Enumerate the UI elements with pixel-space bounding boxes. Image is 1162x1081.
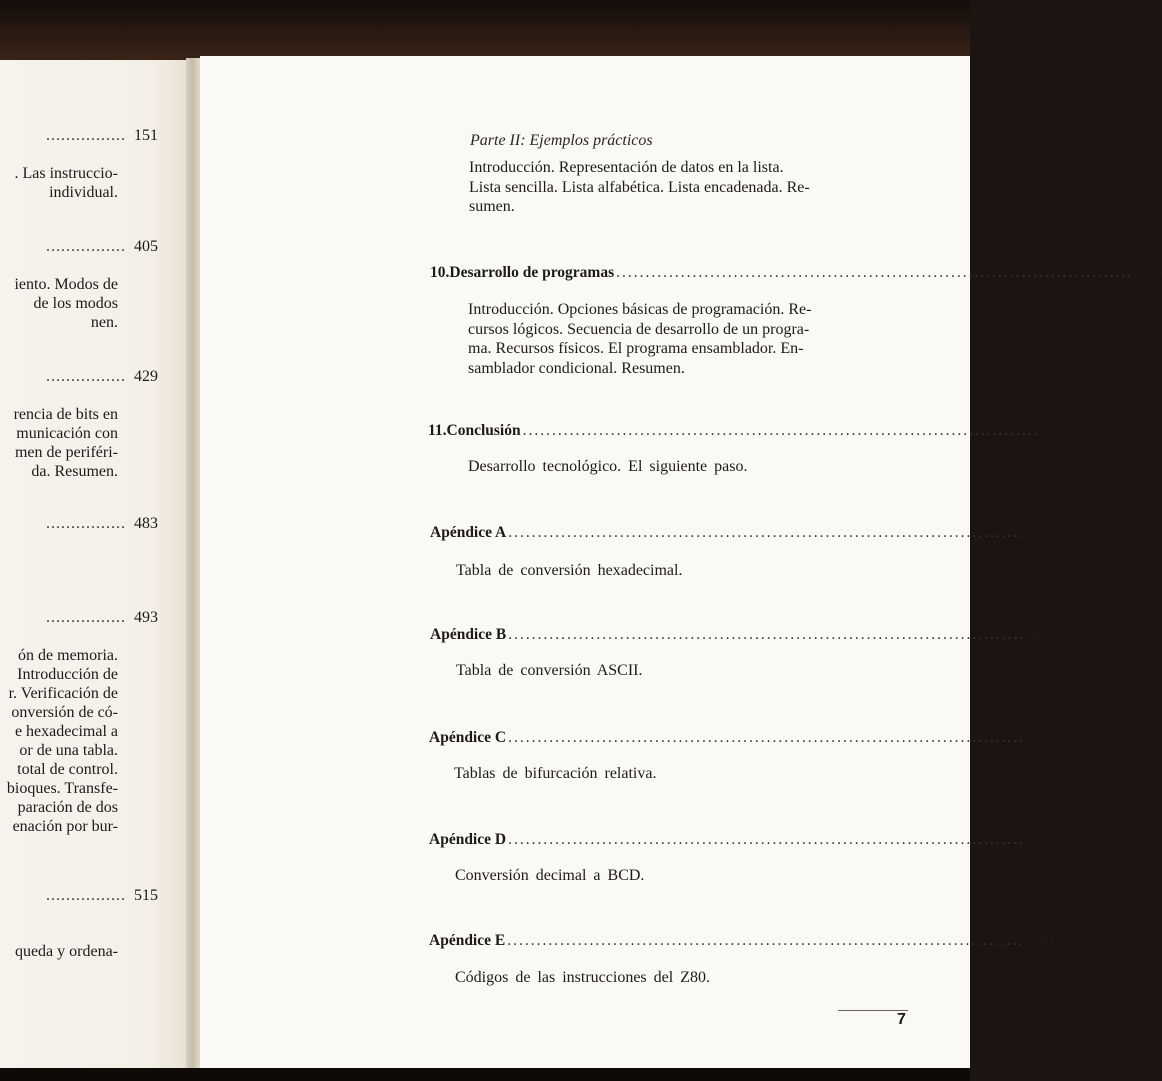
appendix-summary: Códigos de las instrucciones del Z80. — [455, 969, 710, 986]
toc-entry-appendix-d[interactable] — [429, 830, 1055, 850]
toc-row-left — [46, 367, 158, 387]
appendix-title: Apéndice E — [429, 932, 506, 949]
toc-text-line: or de una tabla. — [19, 742, 118, 759]
toc-text-line: ón de memoria. — [18, 647, 118, 664]
toc-text-line: onversión de có- — [11, 704, 118, 721]
dot-leader: ................ — [46, 515, 126, 532]
toc-text-line: r. Verificación de — [8, 685, 118, 702]
toc-text-line: total de control. — [17, 761, 118, 778]
page-ref: 579 — [1045, 422, 1069, 439]
appendix-summary: Tabla de conversión ASCII. — [456, 662, 643, 679]
appendix-title: Apéndice B — [430, 626, 507, 643]
toc-text-line: nen. — [90, 314, 118, 331]
chapter-summary — [468, 300, 872, 378]
summary-line: samblador condicional. Resumen. — [468, 359, 685, 377]
dot-leader: ........................................................................................ — [616, 264, 1134, 281]
toc-text-line: municación con — [16, 425, 118, 442]
toc-text-line: enación por bur- — [12, 818, 118, 835]
toc-text-line: e hexadecimal a — [14, 723, 118, 740]
toc-text-line: men de periféri- — [14, 444, 118, 461]
part-summary — [469, 158, 873, 217]
scan-bottom-edge — [0, 1068, 970, 1081]
toc-row-left — [46, 237, 158, 257]
summary-line: cursos lógicos. Secuencia de desarrollo de un progra- — [468, 320, 810, 338]
toc-text-line: individual. — [49, 184, 118, 201]
toc-entry-appendix-a[interactable] — [430, 523, 1055, 543]
toc-text-line: paración de dos — [17, 799, 118, 816]
summary-line: Introducción. Opciones básicas de programación. Re- — [468, 301, 812, 318]
toc-text-line: de los modos — [33, 295, 118, 312]
page-ref: 515 — [134, 887, 158, 904]
toc-text-line: . Las instruccio- — [14, 165, 118, 182]
appendix-summary: Conversión decimal a BCD. — [455, 867, 645, 884]
appendix-title: Apéndice D — [429, 831, 507, 848]
appendix-summary: Tabla de conversión hexadecimal. — [456, 562, 683, 579]
chapter-number: 11. — [428, 422, 447, 439]
toc-text-line: queda y ordena- — [14, 943, 118, 960]
dot-leader: ........................................................................................ — [508, 831, 1026, 848]
summary-line: Lista sencilla. Lista alfabética. Lista encadenada. Re- — [469, 178, 810, 196]
left-page — [0, 60, 190, 1068]
toc-entry-appendix-b[interactable] — [430, 625, 1055, 645]
appendix-title: Apéndice A — [430, 524, 507, 541]
page-ref: 493 — [134, 609, 158, 626]
page-ref: 483 — [134, 515, 158, 532]
toc-text-line: iento. Modos de — [14, 276, 118, 293]
dot-leader: ........................................................................................ — [508, 524, 1026, 541]
chapter-title: Desarrollo de programas — [449, 264, 615, 281]
page-ref: 581 — [1031, 524, 1055, 541]
page-ref: 405 — [134, 238, 158, 255]
page-ref: 585 — [1031, 729, 1055, 746]
toc-text-line: Introducción de — [17, 666, 118, 683]
dot-leader: ................ — [46, 238, 126, 255]
chapter-summary: Desarrollo tecnológico. El siguiente paso. — [468, 458, 748, 475]
page-ref: 589 — [1030, 932, 1054, 949]
dot-leader: ........................................................................................ — [522, 422, 1040, 439]
page-ref: 555 — [1139, 264, 1162, 281]
chapter-title: Conclusión — [446, 422, 521, 439]
toc-entry-chapter-10[interactable] — [430, 263, 1162, 283]
summary-line: Introducción. Representación de datos en la lista. — [469, 159, 784, 176]
dot-leader: ........................................................................................ — [508, 729, 1026, 746]
appendix-title: Apéndice C — [429, 729, 507, 746]
dot-leader: ................ — [46, 609, 126, 626]
page-ref: 151 — [134, 127, 158, 144]
page-number: 7 — [897, 1011, 906, 1028]
toc-text-line: bioques. Transfe- — [6, 780, 118, 797]
toc-text-line: rencia de bits en — [13, 406, 118, 423]
part-heading: Parte II: Ejemplos prácticos — [470, 132, 653, 149]
toc-entry-chapter-11[interactable] — [428, 421, 1069, 441]
summary-line: ma. Recursos físicos. El programa ensamblador. En- — [468, 340, 804, 357]
dot-leader: ........................................................................................ — [507, 932, 1025, 949]
toc-row-left — [46, 514, 158, 534]
dot-leader: ................ — [46, 127, 126, 144]
toc-text-line: da. Resumen. — [31, 463, 118, 480]
dot-leader: ........................................................................................ — [508, 626, 1026, 643]
summary-line: sumen. — [469, 198, 515, 215]
dot-leader: ................ — [46, 368, 126, 385]
toc-row-left — [46, 126, 158, 146]
toc-entry-appendix-c[interactable] — [429, 728, 1055, 748]
page-ref: 583 — [1031, 626, 1055, 643]
toc-row-left — [46, 886, 158, 906]
toc-row-left — [46, 608, 158, 628]
page-ref: 587 — [1031, 831, 1055, 848]
dot-leader: ................ — [46, 887, 126, 904]
toc-entry-appendix-e[interactable] — [429, 931, 1054, 951]
scan-top-edge — [0, 0, 970, 62]
chapter-number: 10. — [430, 264, 450, 281]
page-ref: 429 — [134, 368, 158, 385]
appendix-summary: Tablas de bifurcación relativa. — [454, 765, 657, 782]
